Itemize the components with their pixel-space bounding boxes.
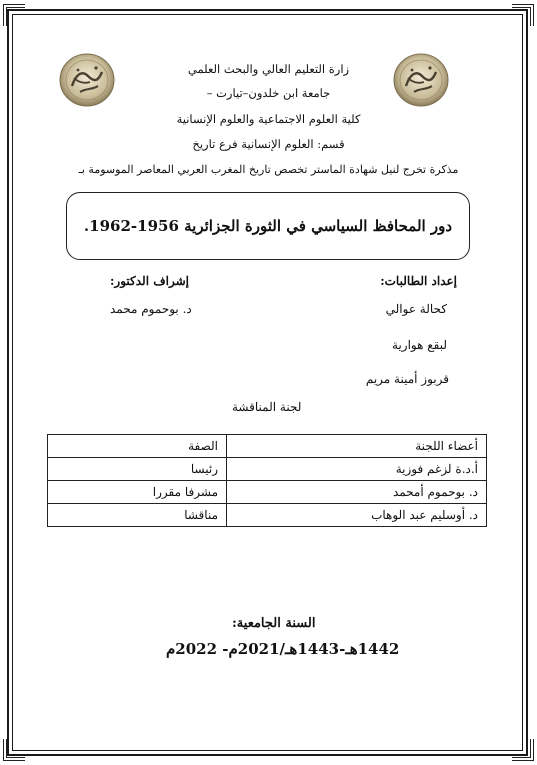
student-name-3: قربوز أمينة مريم bbox=[365, 372, 449, 386]
table-row bbox=[48, 504, 487, 527]
member-role: مشرفا مقررا bbox=[48, 481, 227, 504]
table-header-members: أعضاء اللجنة bbox=[227, 435, 487, 458]
table-header-role: الصفة bbox=[48, 435, 227, 458]
member-name: د. أوسليم عبد الوهاب bbox=[227, 504, 487, 527]
academic-year-label: السنة الجامعية: bbox=[232, 616, 316, 631]
table-row bbox=[48, 458, 487, 481]
corner-ornament-top-right bbox=[512, 4, 534, 26]
memo-line: مذكرة تخرج لنيل شهادة الماستر تخصص تاريخ المغرب العربي المعاصر الموسومة بـ bbox=[78, 163, 459, 176]
corner-ornament-bottom-right bbox=[512, 739, 534, 761]
member-role: رئيسا bbox=[48, 458, 227, 481]
students-label: إعداد الطالبات: bbox=[380, 274, 457, 288]
committee-title: لجنة المناقشة bbox=[232, 400, 302, 414]
faculty-line: كلية العلوم الاجتماعية والعلوم الإنسانية bbox=[176, 112, 361, 126]
supervisor-label: إشراف الدكتور: bbox=[110, 274, 190, 288]
member-name: أ.د.ة لزغم فوزية bbox=[227, 458, 487, 481]
corner-ornament-bottom-left bbox=[3, 739, 25, 761]
department-line: قسم: العلوم الإنسانية فرع تاريخ bbox=[192, 137, 345, 151]
academic-year-value: 1442هـ-1443هـ/2021م- 2022م bbox=[166, 640, 400, 658]
corner-ornament-top-left bbox=[3, 4, 25, 26]
thesis-title: دور المحافظ السياسي في الثورة الجزائرية 1956-1962. bbox=[83, 217, 453, 235]
table-header-row bbox=[48, 435, 487, 458]
member-role: مناقشا bbox=[48, 504, 227, 527]
member-name: د. بوحموم أمحمد bbox=[227, 481, 487, 504]
supervisor-name: د. بوحموم محمد bbox=[110, 302, 192, 316]
committee-table bbox=[47, 434, 487, 527]
university-line: جامعة ابن خلدون–تيارت – bbox=[206, 86, 331, 100]
student-name-1: كحالة عوالي bbox=[385, 302, 447, 316]
thesis-title-box bbox=[66, 192, 470, 260]
student-name-2: لبقع هوارية bbox=[392, 338, 447, 352]
table-row bbox=[48, 481, 487, 504]
ministry-line: زارة التعليم العالي والبحث العلمي bbox=[187, 62, 350, 76]
